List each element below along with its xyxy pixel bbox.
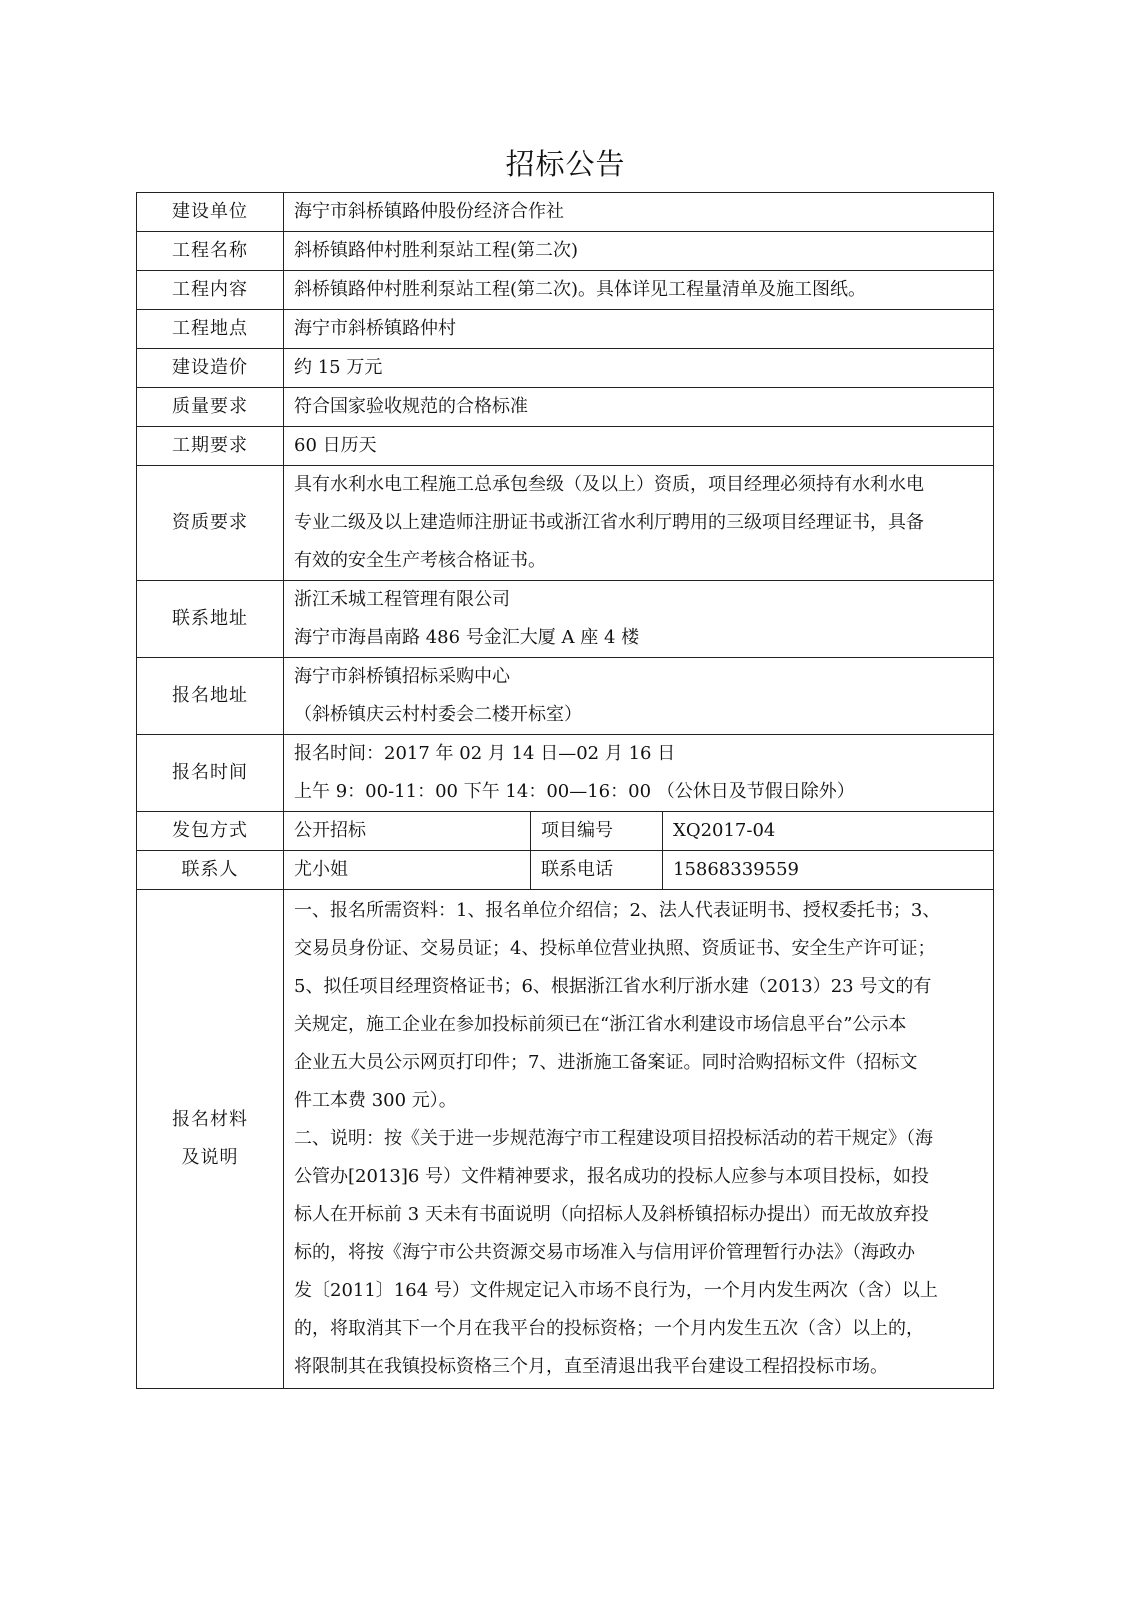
materials-line: 发〔2011〕164 号）文件规定记入市场不良行为，一个月内发生两次（含）以上 xyxy=(294,1280,938,1301)
registration-address-label: 报名地址 xyxy=(137,658,284,735)
project-name-label: 工程名称 xyxy=(137,232,284,271)
project-number-value: XQ2017-04 xyxy=(663,812,994,851)
quality-label: 质量要求 xyxy=(137,388,284,427)
project-content-label: 工程内容 xyxy=(137,271,284,310)
builder-value: 海宁市斜桥镇路仲股份经济合作社 xyxy=(284,193,994,232)
row-registration-address xyxy=(137,658,994,735)
row-cost xyxy=(137,349,994,388)
materials-line: 一、报名所需资料：1、报名单位介绍信；2、法人代表证明书、授权委托书；3、 xyxy=(294,900,941,921)
row-project-location xyxy=(137,310,994,349)
row-builder xyxy=(137,193,994,232)
duration-label: 工期要求 xyxy=(137,427,284,466)
row-registration-time xyxy=(137,735,994,812)
qualification-value xyxy=(284,466,994,581)
materials-label xyxy=(137,890,284,1389)
materials-line: 标的，将按《海宁市公共资源交易市场准入与信用评价管理暂行办法》（海政办 xyxy=(294,1242,915,1263)
row-qualification xyxy=(137,466,994,581)
row-duration xyxy=(137,427,994,466)
contact-address-value xyxy=(284,581,994,658)
row-project-name xyxy=(137,232,994,271)
materials-line: 交易员身份证、交易员证；4、投标单位营业执照、资质证书、安全生产许可证； xyxy=(294,938,936,959)
contact-address-label: 联系地址 xyxy=(137,581,284,658)
contract-method-label: 发包方式 xyxy=(137,812,284,851)
project-number-label: 项目编号 xyxy=(531,812,663,851)
contact-phone-value: 15868339559 xyxy=(663,851,994,890)
contract-method-value: 公开招标 xyxy=(284,812,531,851)
materials-line: 二、说明：按《关于进一步规范海宁市工程建设项目招投标活动的若干规定》（海 xyxy=(294,1128,933,1149)
registration-address-line: （斜桥镇庆云村村委会二楼开标室） xyxy=(294,704,582,725)
quality-value: 符合国家验收规范的合格标准 xyxy=(284,388,994,427)
cost-value: 约 15 万元 xyxy=(284,349,994,388)
qualification-line: 具有水利水电工程施工总承包叁级（及以上）资质，项目经理必须持有水利水电 xyxy=(294,474,924,495)
row-contact-person xyxy=(137,851,994,890)
builder-label: 建设单位 xyxy=(137,193,284,232)
row-project-content xyxy=(137,271,994,310)
page-title: 招标公告 xyxy=(505,147,626,181)
tender-notice-table xyxy=(136,192,994,1389)
registration-time-label: 报名时间 xyxy=(137,735,284,812)
materials-line: 标人在开标前 3 天未有书面说明（向招标人及斜桥镇招标办提出）而无故放弃投 xyxy=(294,1204,929,1225)
contact-address-line: 海宁市海昌南路 486 号金汇大厦 A 座 4 楼 xyxy=(294,627,640,648)
contact-address-line: 浙江禾城工程管理有限公司 xyxy=(294,589,510,610)
materials-value xyxy=(284,890,994,1389)
registration-time-line: 上午 9：00-11：00 下午 14：00—16：00 （公休日及节假日除外） xyxy=(294,781,855,802)
contact-person-label: 联系人 xyxy=(137,851,284,890)
materials-line: 公管办[2013]6 号）文件精神要求，报名成功的投标人应参与本项目投标，如投 xyxy=(294,1166,930,1187)
registration-address-value xyxy=(284,658,994,735)
materials-line: 企业五大员公示网页打印件；7、进浙施工备案证。同时洽购招标文件（招标文 xyxy=(294,1052,918,1073)
contact-person-value: 尤小姐 xyxy=(284,851,531,890)
contact-phone-label: 联系电话 xyxy=(531,851,663,890)
materials-line: 将限制其在我镇投标资格三个月，直至清退出我平台建设工程招投标市场。 xyxy=(294,1356,888,1377)
row-quality xyxy=(137,388,994,427)
project-name-value: 斜桥镇路仲村胜利泵站工程(第二次) xyxy=(284,232,994,271)
row-contact-address xyxy=(137,581,994,658)
row-materials xyxy=(137,890,994,1389)
cost-label: 建设造价 xyxy=(137,349,284,388)
registration-address-line: 海宁市斜桥镇招标采购中心 xyxy=(294,666,510,687)
row-contract-method xyxy=(137,812,994,851)
materials-label-line: 及说明 xyxy=(181,1147,239,1168)
materials-line: 关规定，施工企业在参加投标前须已在“浙江省水利建设市场信息平台”公示本 xyxy=(294,1014,907,1035)
project-content-value: 斜桥镇路仲村胜利泵站工程(第二次)。具体详见工程量清单及施工图纸。 xyxy=(284,271,994,310)
registration-time-line: 报名时间：2017 年 02 月 14 日—02 月 16 日 xyxy=(294,743,676,764)
duration-value: 60 日历天 xyxy=(284,427,994,466)
registration-time-value xyxy=(284,735,994,812)
materials-line: 5、拟任项目经理资格证书；6、根据浙江省水利厅浙水建（2013）23 号文的有 xyxy=(294,976,932,997)
materials-label-line: 报名材料 xyxy=(172,1109,248,1130)
project-location-value: 海宁市斜桥镇路仲村 xyxy=(284,310,994,349)
qualification-line: 专业二级及以上建造师注册证书或浙江省水利厅聘用的三级项目经理证书，具备 xyxy=(294,512,924,533)
materials-line: 件工本费 300 元）。 xyxy=(294,1090,457,1111)
qualification-line: 有效的安全生产考核合格证书。 xyxy=(294,550,546,571)
qualification-label: 资质要求 xyxy=(137,466,284,581)
materials-line: 的，将取消其下一个月在我平台的投标资格；一个月内发生五次（含）以上的， xyxy=(294,1318,924,1339)
project-location-label: 工程地点 xyxy=(137,310,284,349)
